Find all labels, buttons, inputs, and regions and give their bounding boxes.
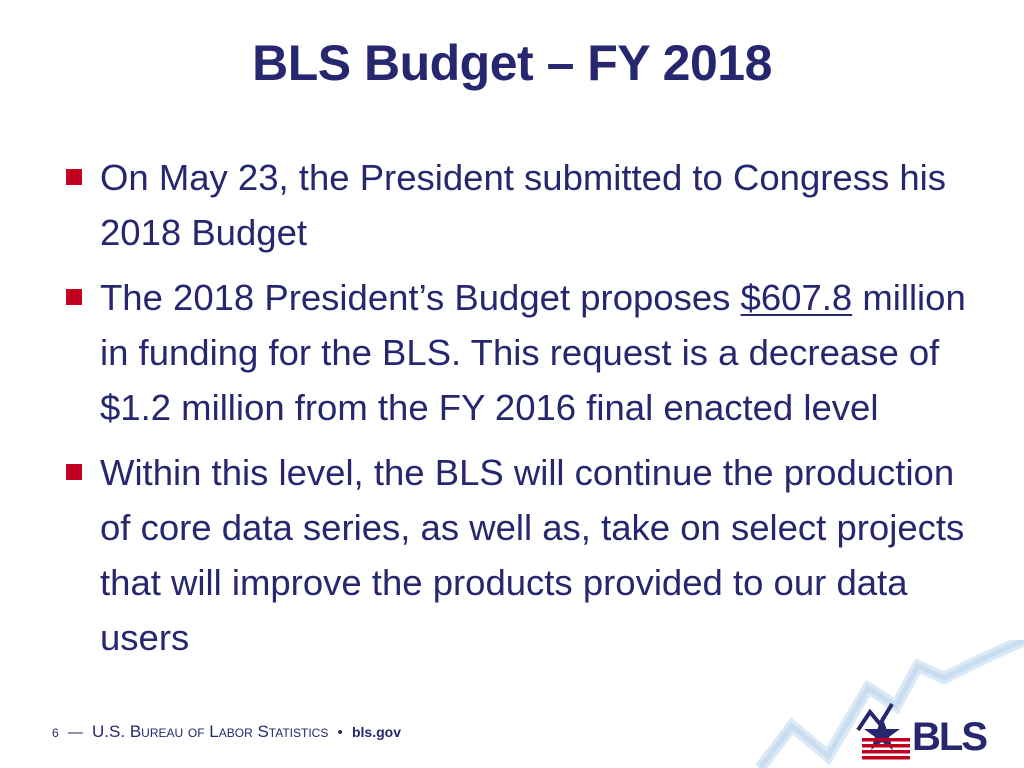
funding-amount: $607.8 [740, 277, 853, 318]
slide-title: BLS Budget – FY 2018 [252, 35, 772, 91]
agency-name: U.S. Bureau of Labor Statistics [92, 722, 329, 741]
bullet-text-before: The 2018 President’s Budget proposes [100, 277, 741, 318]
bullet-square-icon [66, 464, 82, 480]
bullet-text-after: million in funding for the BLS. This request is a decrease of $1.2 million from the FY 2016 final enacted level [100, 277, 966, 428]
bullet-item-projects [100, 445, 980, 665]
footer [52, 722, 401, 744]
bullet-item-funding [100, 270, 980, 435]
bullet-text: Within this level, the BLS will continue the production of core data series, as well as, take on select projects that will improve the products provided to our data users [100, 452, 965, 658]
footer-separator: • [337, 724, 343, 741]
site-url: bls.gov [351, 724, 401, 740]
bullet-list [100, 150, 980, 675]
bullet-text: On May 23, the President submitted to Congress his 2018 Budget [100, 157, 947, 253]
footer-dash: — [67, 724, 83, 741]
bullet-item-submission [100, 150, 980, 260]
page-number: 6 [52, 726, 59, 740]
bullet-square-icon [66, 169, 82, 185]
bls-logo-text: BLS [912, 715, 986, 759]
bullet-square-icon [66, 289, 82, 305]
